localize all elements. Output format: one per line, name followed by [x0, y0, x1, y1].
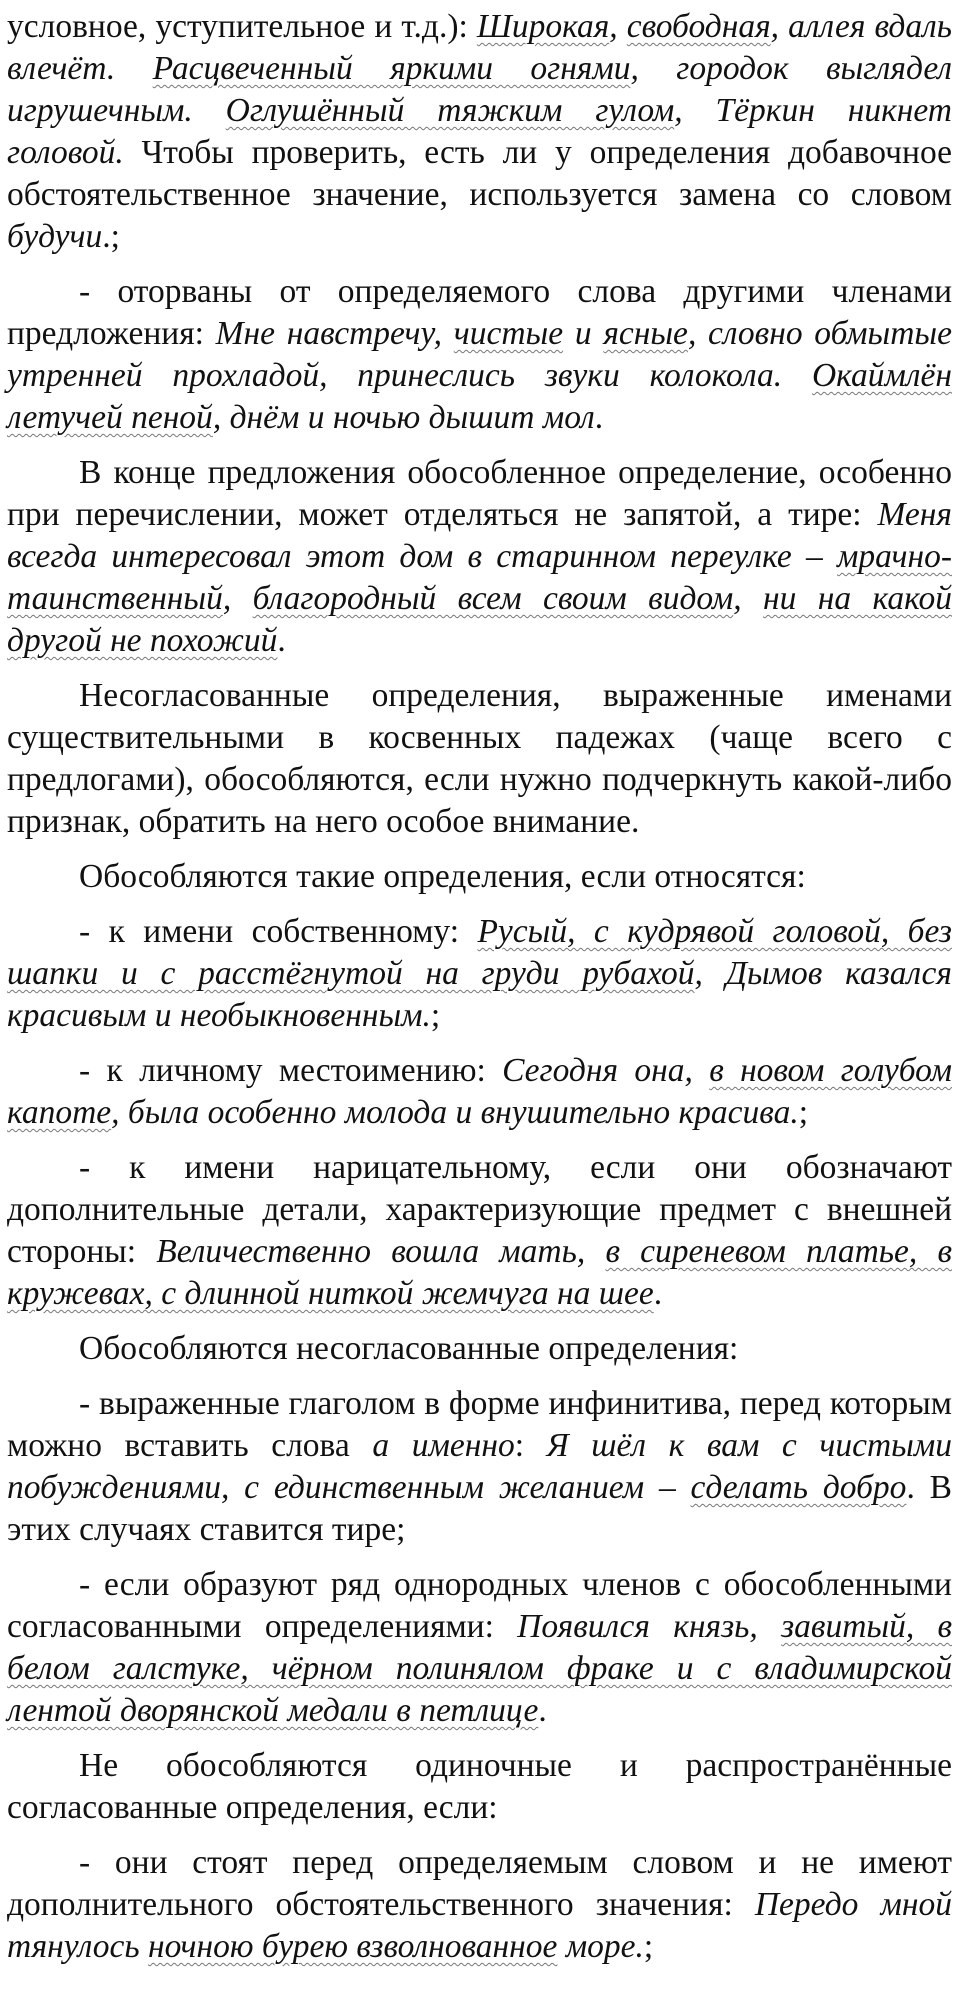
- example-text: Передо мной тянулось: [7, 1886, 952, 1965]
- example-text: Я шёл к вам с чистыми побуждениями, с единственным желанием –: [7, 1427, 952, 1506]
- paragraph: [7, 1842, 952, 1968]
- paragraph: [7, 6, 952, 258]
- text-run: .;: [102, 218, 120, 255]
- text-run: В конце предложения обособленное определение, особенно при перечислении, может отделяться не запятой, а тире:: [7, 454, 952, 533]
- paragraph: [7, 1328, 952, 1370]
- example-text: , аллея вдаль влечёт.: [7, 8, 952, 87]
- paragraph: [7, 1147, 952, 1315]
- underlined-example-text: мрачно-таинственный: [7, 538, 952, 617]
- example-text: и: [563, 315, 604, 352]
- example-text: Мне навстречу,: [215, 315, 454, 352]
- paragraph: [7, 271, 952, 439]
- text-run: - к личному местоимению:: [79, 1052, 503, 1089]
- underlined-example-text: Широкая: [476, 8, 610, 45]
- paragraph: [7, 1564, 952, 1732]
- text-run: Чтобы проверить, есть ли у определения добавочное обстоятельственное значение, используется замена со словом: [7, 134, 952, 213]
- example-text: , днём и ночью дышит мол: [212, 399, 595, 436]
- example-text: а именно: [372, 1427, 515, 1464]
- text-run: ;: [430, 997, 441, 1034]
- underlined-example-text: Оглушённый тяжким гулом: [225, 92, 675, 129]
- example-text: , городок выглядел игрушечным.: [7, 50, 952, 129]
- example-text: ,: [733, 580, 764, 617]
- paragraph: [7, 452, 952, 662]
- text-run: .: [538, 1692, 547, 1729]
- paragraph: [7, 1745, 952, 1829]
- paragraph: [7, 1383, 952, 1551]
- example-text: ,: [222, 580, 253, 617]
- underlined-example-text: Русый, с кудрявой головой, без шапки и с расстёгнутой на груди рубахой: [7, 913, 952, 992]
- example-text: Величественно вошла мать,: [156, 1233, 606, 1270]
- example-text: , была особенно молода и внушительно красива.: [111, 1094, 799, 1131]
- example-text: , словно обмытые утренней прохладой, принеслись звуки колокола.: [7, 315, 952, 394]
- text-run: условное, уступительное и т.д.):: [7, 8, 477, 45]
- text-run: Обособляются несогласованные определения:: [79, 1330, 739, 1367]
- underlined-example-text: сделать добро: [690, 1469, 907, 1506]
- text-run: ;: [643, 1928, 654, 1965]
- example-text: ,: [609, 8, 627, 45]
- underlined-example-text: в новом голубом капоте: [7, 1052, 952, 1131]
- text-run: .: [277, 622, 286, 659]
- underlined-example-text: в сиреневом платье, в кружевах, с длинной ниткой жемчуга на шее: [7, 1233, 952, 1312]
- example-text: будучи: [7, 218, 103, 255]
- text-run: .: [594, 399, 604, 436]
- underlined-example-text: ясные: [603, 315, 688, 352]
- text-run: .: [653, 1275, 663, 1312]
- underlined-example-text: завитый, в белом галстуке, чёрном полинялом фраке и с владимирской лентой дворянской медали в петлице: [7, 1608, 952, 1729]
- text-run: - оторваны от определяемого слова другими членами предложения:: [7, 273, 952, 352]
- example-text: море.: [557, 1928, 644, 1965]
- underlined-example-text: свободная: [626, 8, 771, 45]
- paragraph: [7, 675, 952, 843]
- text-run: Несогласованные определения, выраженные именами существительными в косвенных падежах (чаще всего с предлогами), обособляются, если нужно подчеркнуть какой-либо признак, обратить на него особое внимание.: [7, 677, 952, 840]
- text-run: - они стоят перед определяемым словом и не имеют дополнительного обстоятельственного значения:: [7, 1844, 952, 1923]
- underlined-example-text: Расцвеченный яркими огнями: [152, 50, 631, 87]
- text-run: - если образуют ряд однородных членов с обособленными согласованными определениями:: [7, 1566, 952, 1645]
- example-text: Появился князь,: [517, 1608, 782, 1645]
- example-text: , Тёркин никнет головой.: [7, 92, 952, 171]
- paragraph: [7, 856, 952, 898]
- example-text: , Дымов казался красивым и необыкновенным.: [7, 955, 952, 1034]
- text-run: :: [514, 1427, 547, 1464]
- paragraph: [7, 1050, 952, 1134]
- text-run: - выраженные глаголом в форме инфинитива, перед которым можно вставить слова: [7, 1385, 952, 1464]
- paragraph: [7, 911, 952, 1037]
- text-run: Обособляются такие определения, если относятся:: [79, 858, 806, 895]
- text-run: ;: [798, 1094, 809, 1131]
- underlined-example-text: благородный всем своим видом: [252, 580, 734, 617]
- underlined-example-text: чистые: [453, 315, 564, 352]
- text-run: Не обособляются одиночные и распространённые согласованные определения, если:: [7, 1747, 952, 1826]
- text-run: . В этих случаях ставится тире;: [7, 1469, 952, 1548]
- example-text: Сегодня она,: [502, 1052, 710, 1089]
- text-run: - к имени нарицательному, если они обозначают дополнительные детали, характеризующие предмет с внешней стороны:: [7, 1149, 952, 1270]
- underlined-example-text: ночною бурею взволнованное: [148, 1928, 558, 1965]
- underlined-example-text: ни на какой другой не похожий: [7, 580, 952, 659]
- underlined-example-text: Окаймлён летучей пеной: [7, 357, 952, 436]
- example-text: Меня всегда интересовал этот дом в старинном переулке –: [7, 496, 952, 575]
- text-run: - к имени собственному:: [79, 913, 478, 950]
